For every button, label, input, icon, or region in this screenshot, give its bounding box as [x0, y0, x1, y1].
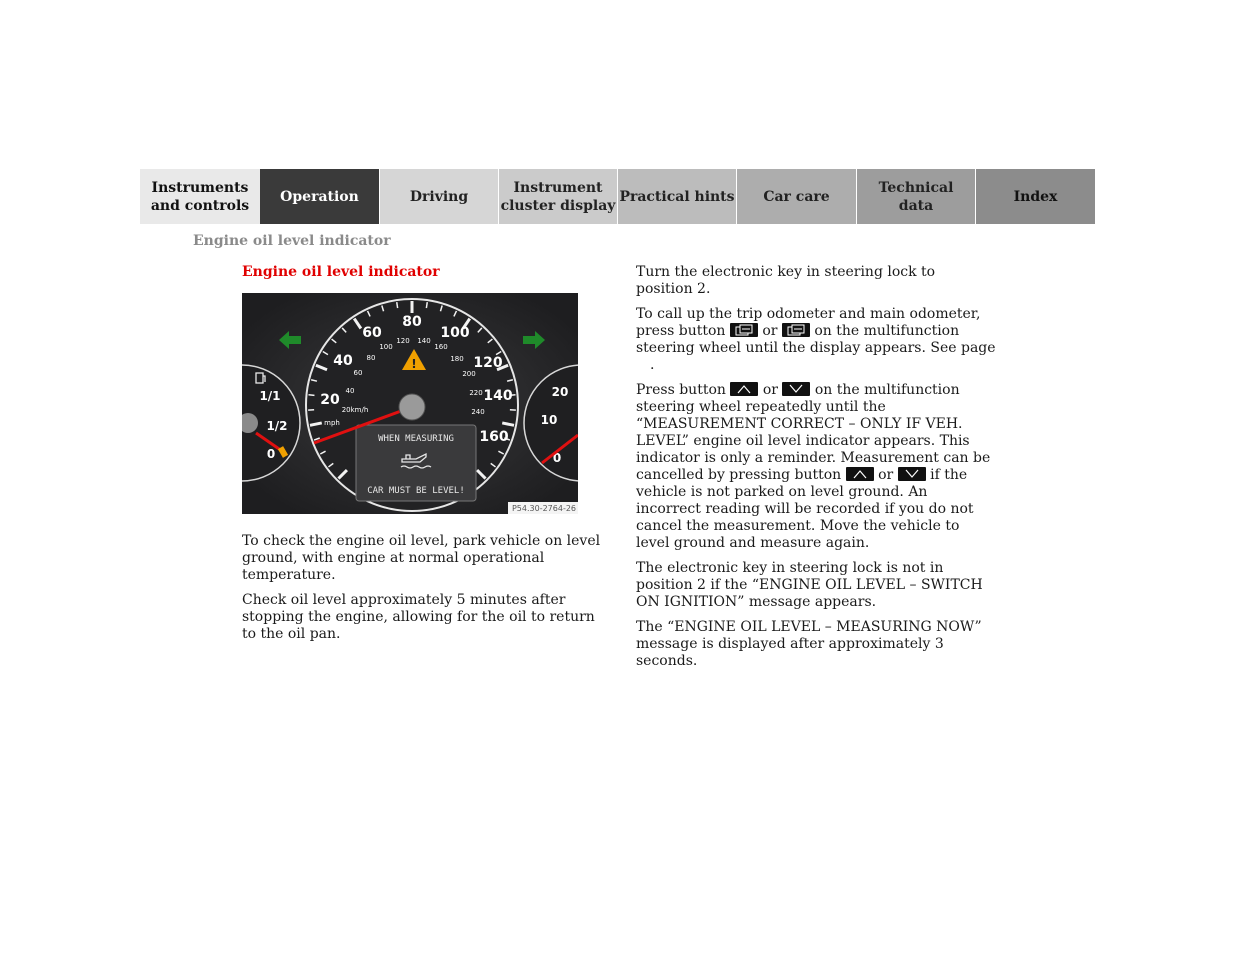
speedometer-tick	[309, 395, 315, 396]
mph-tick-label: 40	[345, 387, 355, 395]
mph-tick-label: 100	[379, 343, 393, 351]
kmh-tick-label: 80	[402, 314, 422, 330]
mph-tick-label: 220	[469, 389, 483, 397]
fuel-gauge-label: 1/2	[266, 419, 288, 433]
tab-label: Instrument cluster display	[500, 179, 616, 214]
tab-label: Car care	[763, 188, 830, 205]
mph-unit-label: mph	[324, 419, 340, 427]
tab-operation[interactable]	[260, 169, 379, 224]
down-arrow-button-icon	[898, 467, 926, 481]
kmh-tick-label: 40	[333, 353, 353, 369]
page-button-icon	[782, 323, 810, 337]
temp-gauge-label: 0	[552, 451, 562, 465]
kmh-tick-label: 160	[479, 429, 509, 445]
display-line-2: CAR MUST BE LEVEL!	[367, 486, 465, 496]
tab-label: Operation	[280, 188, 359, 205]
mph-tick-label: 240	[471, 408, 485, 416]
fuel-gauge-label: 0	[266, 447, 276, 461]
tab-instruments-and-controls[interactable]	[140, 169, 260, 224]
speedometer-tick	[397, 302, 398, 308]
down-arrow-button-icon	[782, 382, 810, 396]
mph-tick-label: 200	[462, 370, 476, 378]
text-run: or	[762, 323, 778, 339]
kmh-tick-label: 60	[362, 325, 382, 341]
instrument-cluster-figure	[242, 293, 578, 514]
text-run: or	[878, 467, 894, 483]
kmh-tick-label: 120	[473, 355, 503, 371]
tab-label: Technical data	[878, 179, 954, 214]
paragraph: The “ENGINE OIL LEVEL – MEASURING NOW” message is displayed after approximately 3 seconds.	[636, 619, 982, 669]
kmh-tick-label: 100	[440, 325, 470, 341]
figure-code: P54.30-2764-26	[511, 504, 577, 513]
paragraph: To check the engine oil level, park vehicle on level ground, with engine at normal operational temperature.	[242, 533, 601, 583]
paragraph	[636, 306, 996, 374]
temp-gauge-label: 10	[540, 413, 558, 427]
breadcrumb: Engine oil level indicator	[193, 233, 391, 249]
text-run: .	[650, 357, 655, 373]
text-run: or	[762, 382, 778, 398]
svg-text:!: !	[411, 357, 417, 371]
mph-tick-label: 20km/h	[341, 406, 369, 414]
tab-practical-hints[interactable]	[617, 169, 736, 224]
tab-instrument-cluster-display[interactable]	[498, 169, 617, 224]
mph-tick-label: 160	[434, 343, 448, 351]
tab-label: Practical hints	[619, 188, 735, 205]
text-run: To call up the trip odometer and main odometer, press button	[636, 306, 981, 339]
paragraph	[636, 382, 996, 552]
tab-car-care[interactable]	[736, 169, 856, 224]
text-run: on the multifunction steering wheel repeatedly until the “MEASUREMENT CORRECT – ONLY IF VEH. LEVEL” engine oil level indicator appears. This indicator is only a reminder. Measurement can be cancelled by pressing button	[636, 382, 991, 483]
tab-label: Instruments and controls	[150, 179, 250, 214]
paragraph: The electronic key in steering lock is not in position 2 if the “ENGINE OIL LEVEL – SWITCH ON IGNITION” message appears.	[636, 560, 983, 610]
display-line-1: WHEN MEASURING	[378, 434, 454, 444]
tab-driving[interactable]	[379, 169, 498, 224]
right-text-column	[636, 264, 996, 678]
up-arrow-button-icon	[846, 467, 874, 481]
temp-gauge-label: 20	[551, 385, 569, 399]
up-arrow-button-icon	[730, 382, 758, 396]
text-run: if the vehicle is not parked on level ground. An incorrect reading will be recorded if you do not cancel the measurement. Move the vehicle to level ground and measure again.	[636, 467, 974, 551]
section-title: Engine oil level indicator	[242, 264, 440, 280]
tab-label: Driving	[409, 188, 469, 205]
paragraph: Check oil level approximately 5 minutes after stopping the engine, allowing for the oil to return to the oil pan.	[242, 592, 595, 642]
kmh-tick-label: 140	[483, 388, 513, 404]
left-text-column	[242, 533, 607, 651]
mph-tick-label: 80	[366, 354, 376, 362]
needle-hub	[399, 394, 425, 420]
tab-label: Index	[1013, 188, 1058, 205]
tab-technical-data[interactable]	[856, 169, 975, 224]
page-button-icon	[730, 323, 758, 337]
chapter-tab-bar	[140, 169, 1095, 224]
text-run: Press button	[636, 382, 726, 398]
speedometer-tick	[426, 302, 427, 308]
fuel-gauge-label: 1/1	[259, 389, 281, 403]
text-run: on the multifunction steering wheel until the display appears. See page	[636, 323, 996, 356]
mph-tick-label: 60	[353, 369, 363, 377]
mph-tick-label: 140	[417, 337, 431, 345]
tab-index[interactable]	[975, 169, 1095, 224]
mph-tick-label: 120	[396, 337, 410, 345]
kmh-tick-label: 20	[320, 392, 340, 408]
paragraph: Turn the electronic key in steering lock to position 2.	[636, 264, 936, 297]
instrument-cluster-drawing	[242, 293, 578, 514]
mph-tick-label: 180	[450, 355, 464, 363]
